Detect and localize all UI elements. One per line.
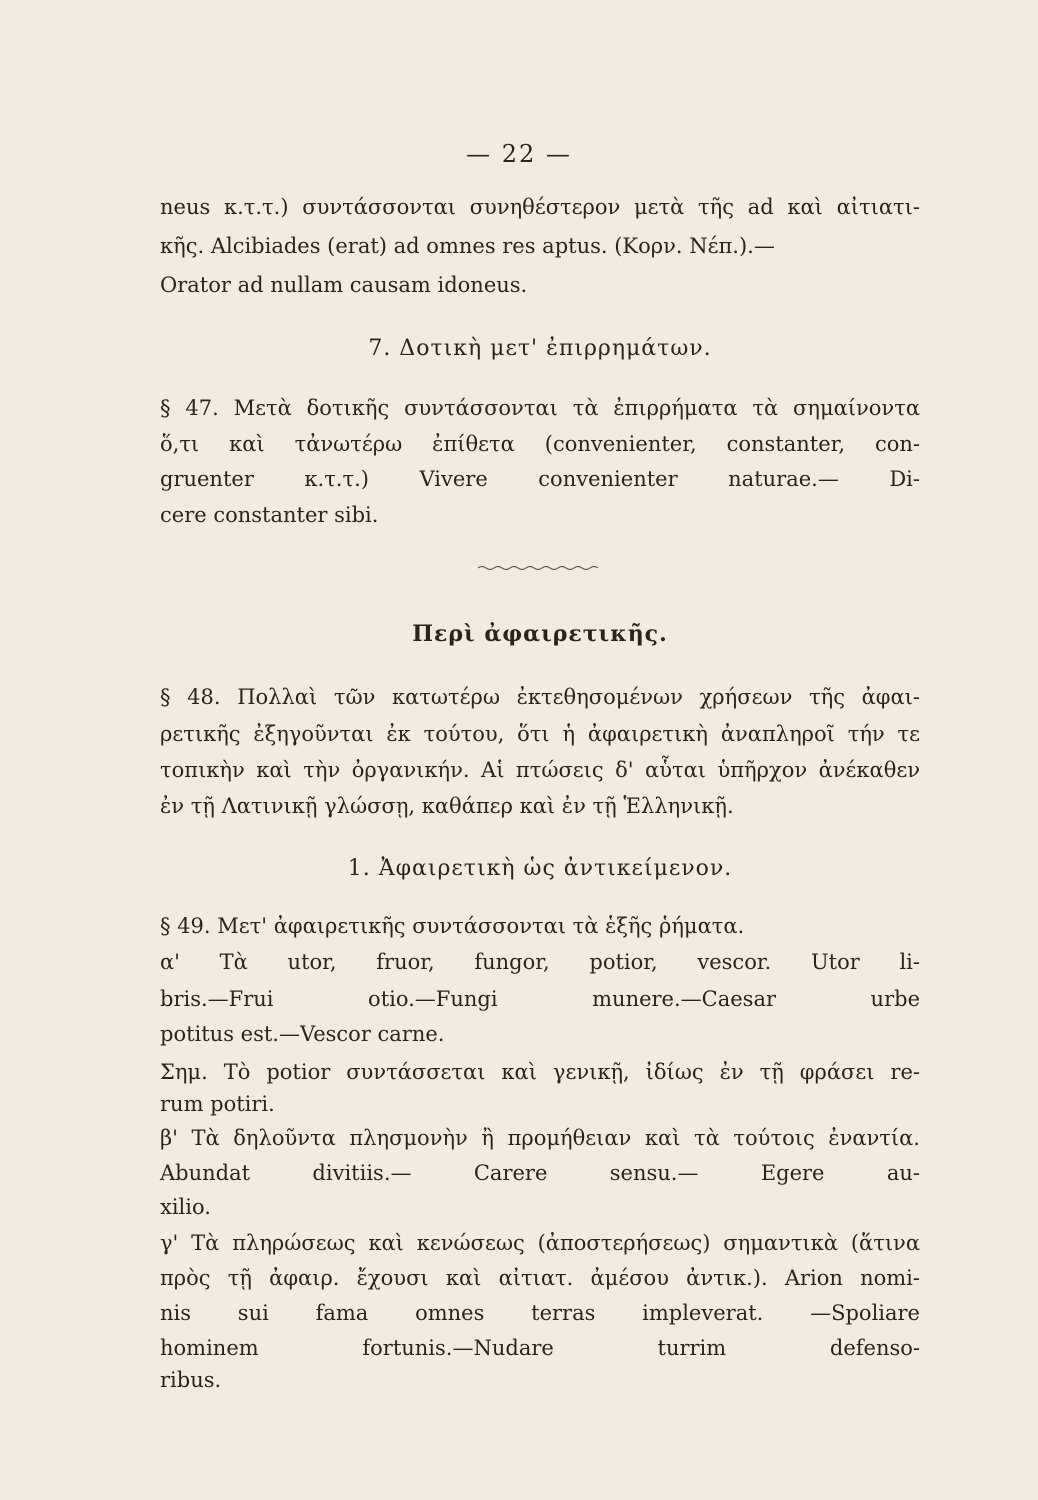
text-line: rum potiri. xyxy=(160,1092,275,1116)
text-line: § 47. Μετὰ δοτικῆς συντάσσονται τὰ ἐπιρρήματα τὰ σημαίνοντα xyxy=(160,396,920,420)
text-line: τοπικὴν καὶ τὴν ὀργανικήν. Αἱ πτώσεις δ' αὗται ὑπῆρχον ἀνέκαθεν xyxy=(160,758,920,782)
section-heading-1: 1. Ἀφαιρετικὴ ὡς ἀντικείμενον. xyxy=(347,856,733,881)
text-line: neus κ.τ.τ.) συντάσσονται συνηθέστερον μετὰ τῆς ad καὶ αἰτιατι- xyxy=(160,195,920,219)
text-line: Orator ad nullam causam idoneus. xyxy=(160,273,528,297)
text-line: potitus est.—Vescor carne. xyxy=(160,1022,445,1046)
page-number: — 22 — xyxy=(466,140,572,168)
text-line: ribus. xyxy=(160,1368,222,1392)
text-line: γ' Τὰ πληρώσεως καὶ κενώσεως (ἀποστερήσεως) σημαντικὰ (ἅτινα xyxy=(160,1231,920,1255)
text-line: α' Τὰ utor, fruor, fungor, potior, vescor. Utor li- xyxy=(160,950,920,974)
text-line: Σημ. Τὸ potior συντάσσεται καὶ γενικῇ, ἰδίως ἐν τῇ φράσει re- xyxy=(160,1060,920,1084)
text-line: § 49. Μετ' ἀφαιρετικῆς συντάσσονται τὰ ἑξῆς ῥήματα. xyxy=(160,914,745,938)
section-title: Περὶ ἀφαιρετικῆς. xyxy=(412,621,668,647)
text-line: hominem fortunis.—Nudare turrim defenso- xyxy=(160,1336,920,1360)
text-line: xilio. xyxy=(160,1195,211,1219)
ornamental-divider xyxy=(478,565,602,571)
text-line: πρὸς τῇ ἀφαιρ. ἔχουσι καὶ αἰτιατ. ἀμέσου ἀντικ.). Arion nomi- xyxy=(160,1266,920,1290)
text-line: ρετικῆς ἐξηγοῦνται ἐκ τούτου, ὅτι ἡ ἀφαιρετικὴ ἀναπληροῖ τήν τε xyxy=(160,722,920,746)
text-line: cere constanter sibi. xyxy=(160,503,379,527)
text-line: ὅ,τι καὶ τἀνωτέρω ἐπίθετα (convenienter, constanter, con- xyxy=(160,432,920,456)
text-line: ἐν τῇ Λατινικῇ γλώσσῃ, καθάπερ καὶ ἐν τῇ Ἑλληνικῇ. xyxy=(160,794,734,818)
text-line: κῆς. Alcibiades (erat) ad omnes res aptus. (Κορν. Νέπ.).— xyxy=(160,234,775,258)
text-line: nis sui fama omnes terras impleverat. —Spoliare xyxy=(160,1301,920,1325)
text-line: gruenter κ.τ.τ.) Vivere convenienter naturae.— Di- xyxy=(160,467,920,491)
text-line: bris.—Frui otio.—Fungi munere.—Caesar urbe xyxy=(160,987,920,1011)
section-heading-7: 7. Δοτικὴ μετ' ἐπιρρημάτων. xyxy=(368,336,712,361)
text-line: Abundat divitiis.— Carere sensu.— Egere au- xyxy=(160,1161,920,1185)
text-line: § 48. Πολλαὶ τῶν κατωτέρω ἐκτεθησομένων χρήσεων τῆς ἀφαι- xyxy=(160,685,920,709)
text-line: β' Τὰ δηλοῦντα πλησμονὴν ἢ προμήθειαν καὶ τὰ τούτοις ἐναντία. xyxy=(160,1126,920,1150)
